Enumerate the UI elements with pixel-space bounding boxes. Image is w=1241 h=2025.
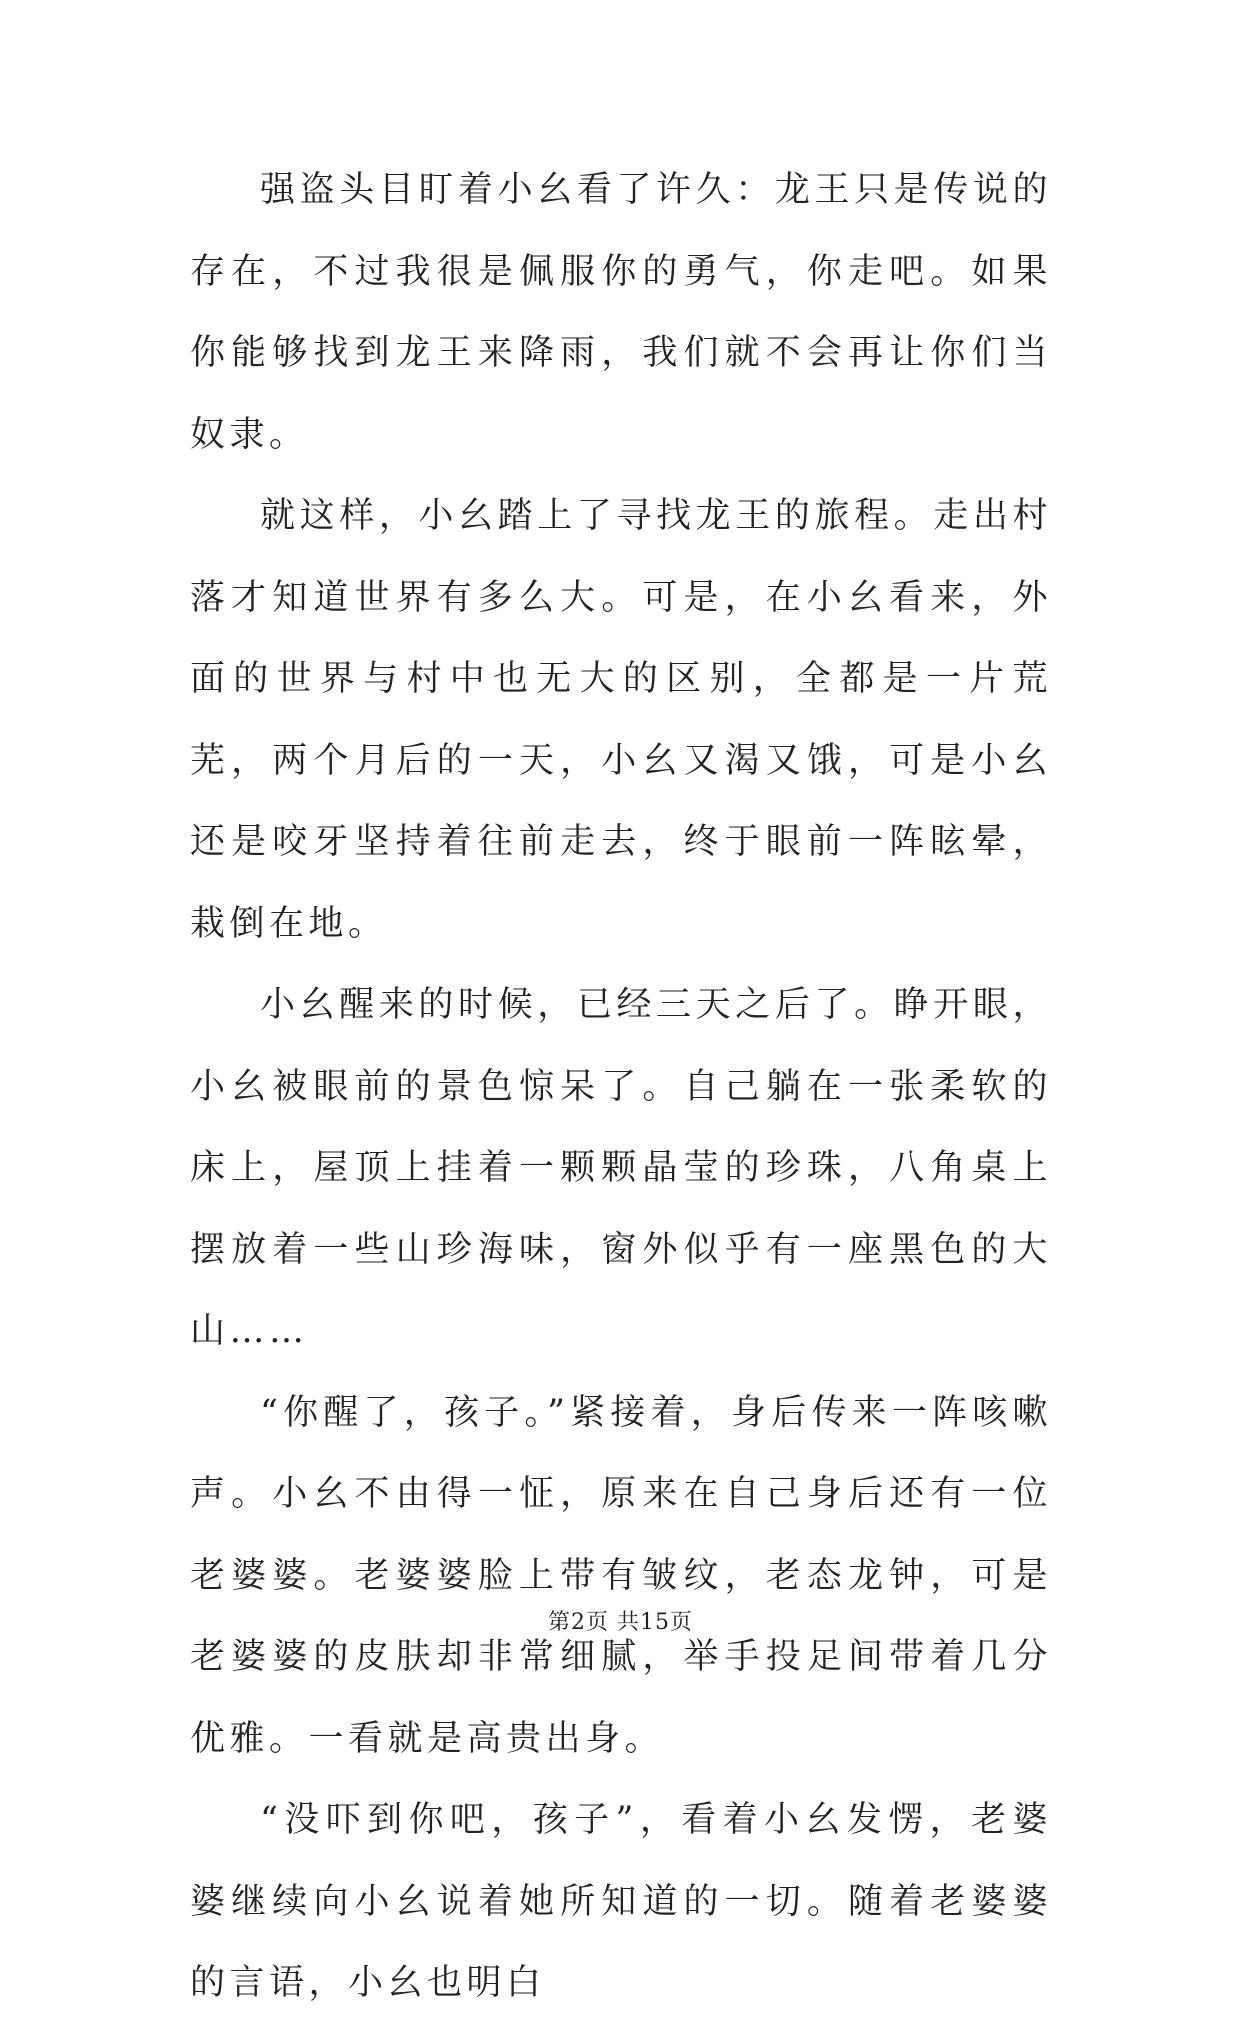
paragraph-1: 强盗头目盯着小幺看了许久：龙王只是传说的存在，不过我很是佩服你的勇气，你走吧。如果你能够找到龙王来降雨，我们就不会再让你们当奴隶。 — [190, 170, 1052, 455]
paragraph-4: “你醒了，孩子。”紧接着，身后传来一阵咳嗽声。小幺不由得一怔，原来在自己身后还有一位老婆婆。老婆婆脸上带有皱纹，老态龙钟，可是老婆婆的皮肤却非常细腻，举手投足间带着几分优雅。一看就是高贵出身。 — [190, 1392, 1052, 1759]
document-body — [190, 150, 1052, 2025]
paragraph-5: “没吓到你吧，孩子”，看着小幺发愣，老婆婆继续向小幺说着她所知道的一切。随着老婆婆的言语，小幺也明白 — [190, 1800, 1052, 2003]
page-number-footer: 第2页 共15页 — [548, 1610, 693, 1635]
paragraph-3: 小幺醒来的时候，已经三天之后了。睁开眼，小幺被眼前的景色惊呆了。自己躺在一张柔软的床上，屋顶上挂着一颗颗晶莹的珍珠，八角桌上摆放着一些山珍海味，窗外似乎有一座黑色的大山…… — [190, 985, 1052, 1351]
paragraph-2: 就这样，小幺踏上了寻找龙王的旅程。走出村落才知道世界有多么大。可是，在小幺看来，外面的世界与村中也无大的区别，全都是一片荒芜，两个月后的一天，小幺又渴又饿，可是小幺还是咬牙坚持着往前走去，终于眼前一阵眩晕，栽倒在地。 — [190, 496, 1052, 944]
